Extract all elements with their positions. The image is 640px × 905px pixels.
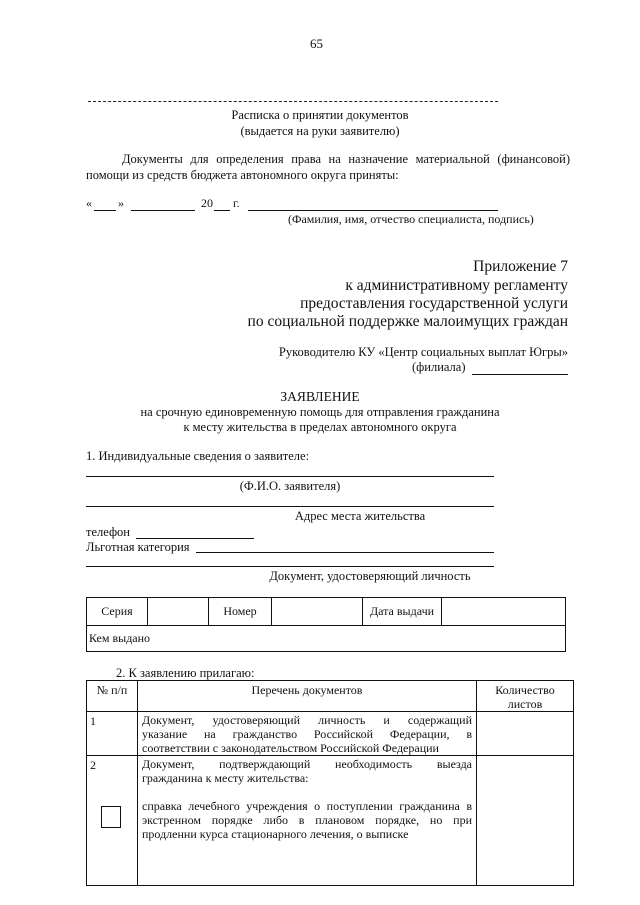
appendix-line3: предоставления государственной услуги <box>300 295 568 312</box>
addressee-line1: Руководителю КУ «Центр социальных выплат Югры» <box>278 345 568 359</box>
specialist-signature-field[interactable] <box>248 210 498 211</box>
receipt-text-line2: помощи из средств бюджета автономного округа приняты: <box>86 168 399 182</box>
application-title: ЗАЯВЛЕНИЕ <box>280 389 360 404</box>
row2-qty-cell[interactable] <box>477 756 574 886</box>
address-field[interactable] <box>86 506 494 507</box>
row2-num: 2 <box>90 758 96 772</box>
application-subtitle2: к месту жительства в пределах автономного округа <box>183 420 457 434</box>
appendix-line1: Приложение 7 <box>473 258 568 275</box>
category-field[interactable] <box>196 552 494 553</box>
appendix-line4: по социальной поддержке малоимущих граждан <box>247 313 568 330</box>
row1-text-cell <box>138 712 477 756</box>
date-year-suffix: г. <box>233 196 240 210</box>
row2-sub1: справка лечебного учреждения о поступлении гражданина в <box>142 799 472 813</box>
issue-date-label-cell <box>363 598 442 626</box>
attachments-table <box>86 680 574 886</box>
category-label: Льготная категория <box>86 540 190 554</box>
date-close-quote: » <box>118 196 124 210</box>
row1-line1: Документ, удостоверяющий личность и содержащий <box>142 713 472 727</box>
issued-by-cell[interactable] <box>87 626 566 652</box>
col-qty-header <box>477 681 574 712</box>
number-label: Номер <box>223 604 257 618</box>
id-document-field[interactable] <box>86 566 494 567</box>
number-label-cell <box>209 598 272 626</box>
series-value-cell[interactable] <box>148 598 209 626</box>
date-month-field[interactable] <box>131 210 195 211</box>
issue-date-value-cell[interactable] <box>442 598 566 626</box>
row2-checkbox[interactable] <box>101 806 121 828</box>
section1-heading: 1. Индивидуальные сведения о заявителе: <box>86 449 310 463</box>
receipt-subtitle: (выдается на руки заявителю) <box>240 124 400 138</box>
receipt-title: Расписка о принятии документов <box>231 108 409 122</box>
date-year-prefix: 20 <box>201 196 213 210</box>
signature-caption: (Фамилия, имя, отчество специалиста, подпись) <box>288 212 534 226</box>
page-number: 65 <box>310 36 323 51</box>
col-num-label: № п/п <box>96 683 128 697</box>
issued-by-label: Кем выдано <box>89 631 151 645</box>
col-qty-label: Количество листов <box>495 683 555 711</box>
fio-caption: (Ф.И.О. заявителя) <box>239 479 341 493</box>
date-day-field[interactable] <box>94 210 116 211</box>
date-open-quote: « <box>86 196 92 210</box>
section2-heading: 2. К заявлению прилагаю: <box>116 666 255 680</box>
row2-line2: гражданина к месту жительства: <box>142 771 309 785</box>
phone-field[interactable] <box>136 538 254 539</box>
fio-field[interactable] <box>86 476 494 477</box>
application-subtitle1: на срочную единовременную помощь для отправления гражданина <box>140 405 500 419</box>
issue-date-label: Дата выдачи <box>369 604 435 618</box>
date-year-field[interactable] <box>214 210 230 211</box>
row2-sub3: продленни курса стационарного лечения, о выписке <box>142 827 409 841</box>
row1-num-cell <box>87 712 138 756</box>
series-label: Серия <box>101 604 133 618</box>
cut-line <box>88 101 498 102</box>
col-list-header <box>138 681 477 712</box>
addressee-line2: (филиала) <box>412 360 466 374</box>
id-document-table <box>86 597 566 652</box>
row2-num-cell <box>87 756 138 886</box>
row2-line1: Документ, подтверждающий необходимость выезда <box>142 757 472 771</box>
appendix-line2: к административному регламенту <box>345 277 568 294</box>
row2-text-cell <box>138 756 477 886</box>
series-label-cell <box>87 598 148 626</box>
phone-label: телефон <box>86 525 130 539</box>
row1-line2: указание на гражданство Российской Федерации, в <box>142 727 472 741</box>
branch-field[interactable] <box>472 374 568 375</box>
col-list-label: Перечень документов <box>251 683 363 697</box>
row2-sub2: экстренном порядке либо в плановом порядке, но при <box>142 813 472 827</box>
address-caption: Адрес места жительства <box>294 509 426 523</box>
col-num-header <box>87 681 138 712</box>
row1-qty-cell[interactable] <box>477 712 574 756</box>
receipt-text-line1: Документы для определения права на назначение материальной (финансовой) <box>122 152 570 166</box>
row1-line3: соответствии с законодательством Российской Федерации <box>142 741 439 755</box>
id-caption: Документ, удостоверяющий личность <box>269 569 471 583</box>
row1-num: 1 <box>90 714 96 728</box>
number-value-cell[interactable] <box>272 598 363 626</box>
